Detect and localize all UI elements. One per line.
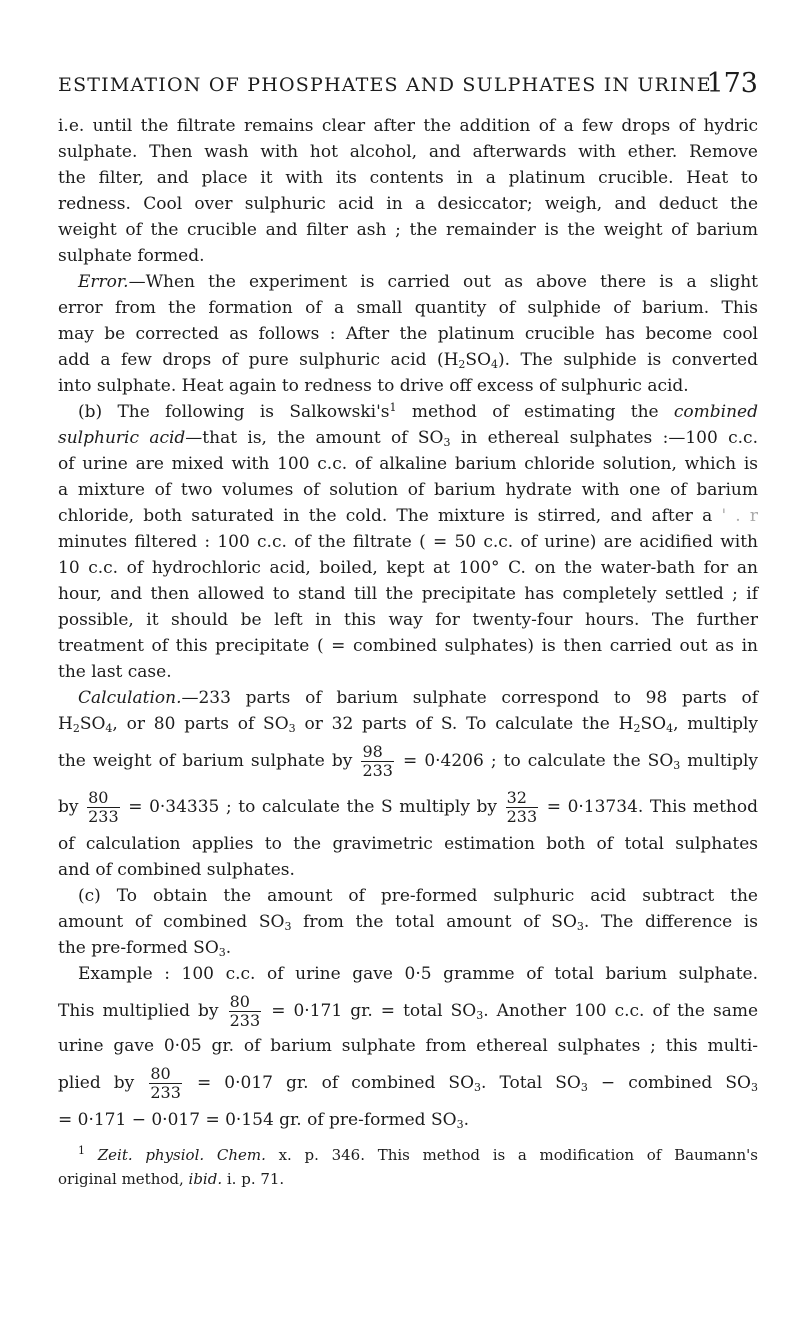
fraction-numerator: 98	[362, 742, 383, 761]
fraction-denominator: 233	[362, 761, 393, 780]
subscript: 4	[491, 358, 499, 371]
body-text: SO	[640, 714, 667, 734]
subscript: 3	[576, 920, 584, 933]
body-text: or 32 parts of S. To calculate the H	[295, 714, 634, 734]
body-line	[58, 350, 758, 370]
fraction	[506, 790, 539, 825]
body-line: minutes filtered : 100 c.c. of the filtrate ( = 50 c.c. of urine) are acidified with	[58, 532, 758, 552]
body-text: H	[58, 714, 73, 734]
body-text: , multiply	[673, 714, 758, 734]
body-text: add a few drops of pure sulphuric acid (H	[58, 350, 459, 370]
subscript: 2	[72, 722, 80, 735]
footnote-line	[58, 1170, 758, 1188]
body-text: plied by	[58, 1073, 135, 1093]
body-line	[58, 402, 758, 422]
body-line: sulphate formed.	[58, 246, 205, 266]
body-text: (b) The following is Salkowski's	[78, 402, 390, 422]
body-text: , or 80 parts of SO	[112, 714, 289, 734]
body-text: —When the experiment is carried out as above there is a slight	[128, 272, 758, 292]
body-text: . The difference is	[583, 912, 758, 932]
footnote-text: original method,	[58, 1170, 189, 1188]
body-text: by	[58, 797, 79, 817]
body-line: weight of the crucible and filter ash ; the remainder is the weight of barium	[58, 220, 758, 240]
body-line	[58, 1110, 758, 1130]
journal-title: Zeit. physiol. Chem.	[97, 1146, 266, 1164]
footnote-line	[58, 1146, 758, 1164]
formula-line	[58, 790, 758, 825]
body-line: the filter, and place it with its contents in a platinum crucible. Heat to	[58, 168, 758, 188]
subscript: 3	[476, 1009, 484, 1022]
body-line: into sulphate. Heat again to redness to drive off excess of sulphuric acid.	[58, 376, 689, 396]
illegible-text: ' . r	[721, 506, 759, 526]
body-text: .	[463, 1110, 469, 1130]
body-line	[58, 506, 758, 526]
formula-line	[58, 1066, 758, 1101]
body-text: method of estimating the	[396, 402, 674, 422]
fraction	[361, 744, 394, 779]
body-text: amount of combined SO	[58, 912, 285, 932]
body-text: from the total amount of SO	[291, 912, 577, 932]
fraction	[149, 1066, 182, 1101]
body-text: − combined SO	[587, 1073, 751, 1093]
emphasis: sulphuric acid	[58, 428, 186, 448]
body-text: SO	[465, 350, 492, 370]
body-line: treatment of this precipitate ( = combined sulphates) is then carried out as in	[58, 636, 758, 656]
subscript: 3	[456, 1118, 464, 1131]
body-text: . Total SO	[481, 1073, 581, 1093]
body-text: = 0·171 − 0·017 = 0·154 gr. of pre-formed SO	[58, 1110, 457, 1130]
body-line: Example : 100 c.c. of urine gave 0·5 gramme of total barium sulphate.	[78, 964, 758, 984]
body-line: 10 c.c. of hydrochloric acid, boiled, kept at 100° C. on the water-bath for an	[58, 558, 758, 578]
page-header	[58, 68, 758, 104]
footnote-reference: 1	[389, 401, 397, 414]
subscript: 3	[750, 1081, 758, 1094]
body-text: = 0·171 gr. = total SO	[271, 1001, 477, 1021]
fraction	[87, 790, 120, 825]
body-line	[58, 938, 758, 958]
fraction-denominator: 233	[506, 807, 538, 826]
subscript: 2	[633, 722, 641, 735]
footnote-text: x. p. 346. This method is a modification of Baumann's	[265, 1146, 759, 1164]
body-line	[58, 912, 758, 932]
body-line: sulphate. Then wash with hot alcohol, and afterwards with ether. Remove	[58, 142, 758, 162]
fraction-denominator: 233	[150, 1083, 181, 1102]
fraction-denominator: 233	[229, 1011, 261, 1030]
body-text: —233 parts of barium sulphate correspond to 98 parts of	[181, 688, 758, 708]
body-line: and of combined sulphates.	[58, 860, 295, 880]
body-line	[58, 688, 758, 708]
subscript: 3	[288, 722, 296, 735]
subscript: 2	[458, 358, 466, 371]
body-text: = 0·34335 ; to calculate the S multiply by	[128, 797, 498, 817]
running-title: ESTIMATION OF PHOSPHATES AND SULPHATES IN URINE	[58, 74, 712, 96]
body-line	[58, 714, 758, 734]
body-text: the pre-formed SO	[58, 938, 219, 958]
body-line	[58, 428, 758, 448]
subscript: 3	[673, 759, 681, 772]
footnote-text: i. p. 71.	[222, 1170, 285, 1188]
body-line: may be corrected as follows : After the platinum crucible has become cool	[58, 324, 758, 344]
subscript: 4	[105, 722, 113, 735]
fraction-numerator: 80	[229, 992, 250, 1011]
error-heading: Error.	[78, 272, 129, 292]
body-text: . Another 100 c.c. of the same	[483, 1001, 759, 1021]
body-text: chloride, both saturated in the cold. The mixture is stirred, and after a	[58, 506, 713, 526]
body-text: in ethereal sulphates :—100 c.c.	[450, 428, 758, 448]
body-line: urine gave 0·05 gr. of barium sulphate from ethereal sulphates ; this multi-	[58, 1036, 758, 1056]
body-line: i.e. until the filtrate remains clear after the addition of a few drops of hydric	[58, 116, 758, 136]
formula-line	[58, 744, 758, 779]
body-line: of urine are mixed with 100 c.c. of alkaline barium chloride solution, which is	[58, 454, 758, 474]
subscript: 4	[666, 722, 674, 735]
emphasis: combined	[673, 402, 758, 422]
body-text: —that is, the amount of SO	[185, 428, 444, 448]
footnote-mark: 1	[78, 1144, 85, 1157]
fraction-numerator: 32	[506, 788, 527, 807]
formula-line	[58, 994, 758, 1029]
body-text: = 0·13734. This method	[546, 797, 758, 817]
page-number: 173	[706, 68, 758, 99]
fraction-numerator: 80	[150, 1064, 171, 1083]
body-text: = 0·4206 ; to calculate the SO	[403, 751, 674, 771]
body-line: of calculation applies to the gravimetric estimation both of total sulphates	[58, 834, 758, 854]
body-line: the last case.	[58, 662, 172, 682]
body-text: .	[225, 938, 232, 958]
body-line: possible, it should be left in this way for twenty-four hours. The further	[58, 610, 758, 630]
body-text: This multiplied by	[58, 1001, 219, 1021]
fraction	[229, 994, 262, 1029]
fraction-denominator: 233	[88, 807, 119, 826]
body-line: a mixture of two volumes of solution of barium hydrate with one of barium	[58, 480, 758, 500]
body-text: ). The sulphide is converted	[498, 350, 758, 370]
body-line: (c) To obtain the amount of pre-formed sulphuric acid subtract the	[78, 886, 758, 906]
fraction-numerator: 80	[88, 788, 109, 807]
subscript: 3	[474, 1081, 482, 1094]
subscript: 3	[218, 946, 226, 959]
body-text: = 0·017 gr. of combined SO	[196, 1073, 475, 1093]
body-text: SO	[79, 714, 106, 734]
body-text: multiply	[680, 751, 759, 771]
body-line: hour, and then allowed to stand till the precipitate has completely settled ; if	[58, 584, 758, 604]
emphasis: ibid.	[188, 1170, 223, 1188]
calculation-heading: Calculation.	[78, 688, 182, 708]
body-line: error from the formation of a small quantity of sulphide of barium. This	[58, 298, 758, 318]
subscript: 3	[443, 436, 451, 449]
error-paragraph-line	[58, 272, 758, 292]
body-text: the weight of barium sulphate by	[58, 751, 353, 771]
body-line: redness. Cool over sulphuric acid in a desiccator; weigh, and deduct the	[58, 194, 758, 214]
subscript: 3	[580, 1081, 588, 1094]
subscript: 3	[284, 920, 292, 933]
